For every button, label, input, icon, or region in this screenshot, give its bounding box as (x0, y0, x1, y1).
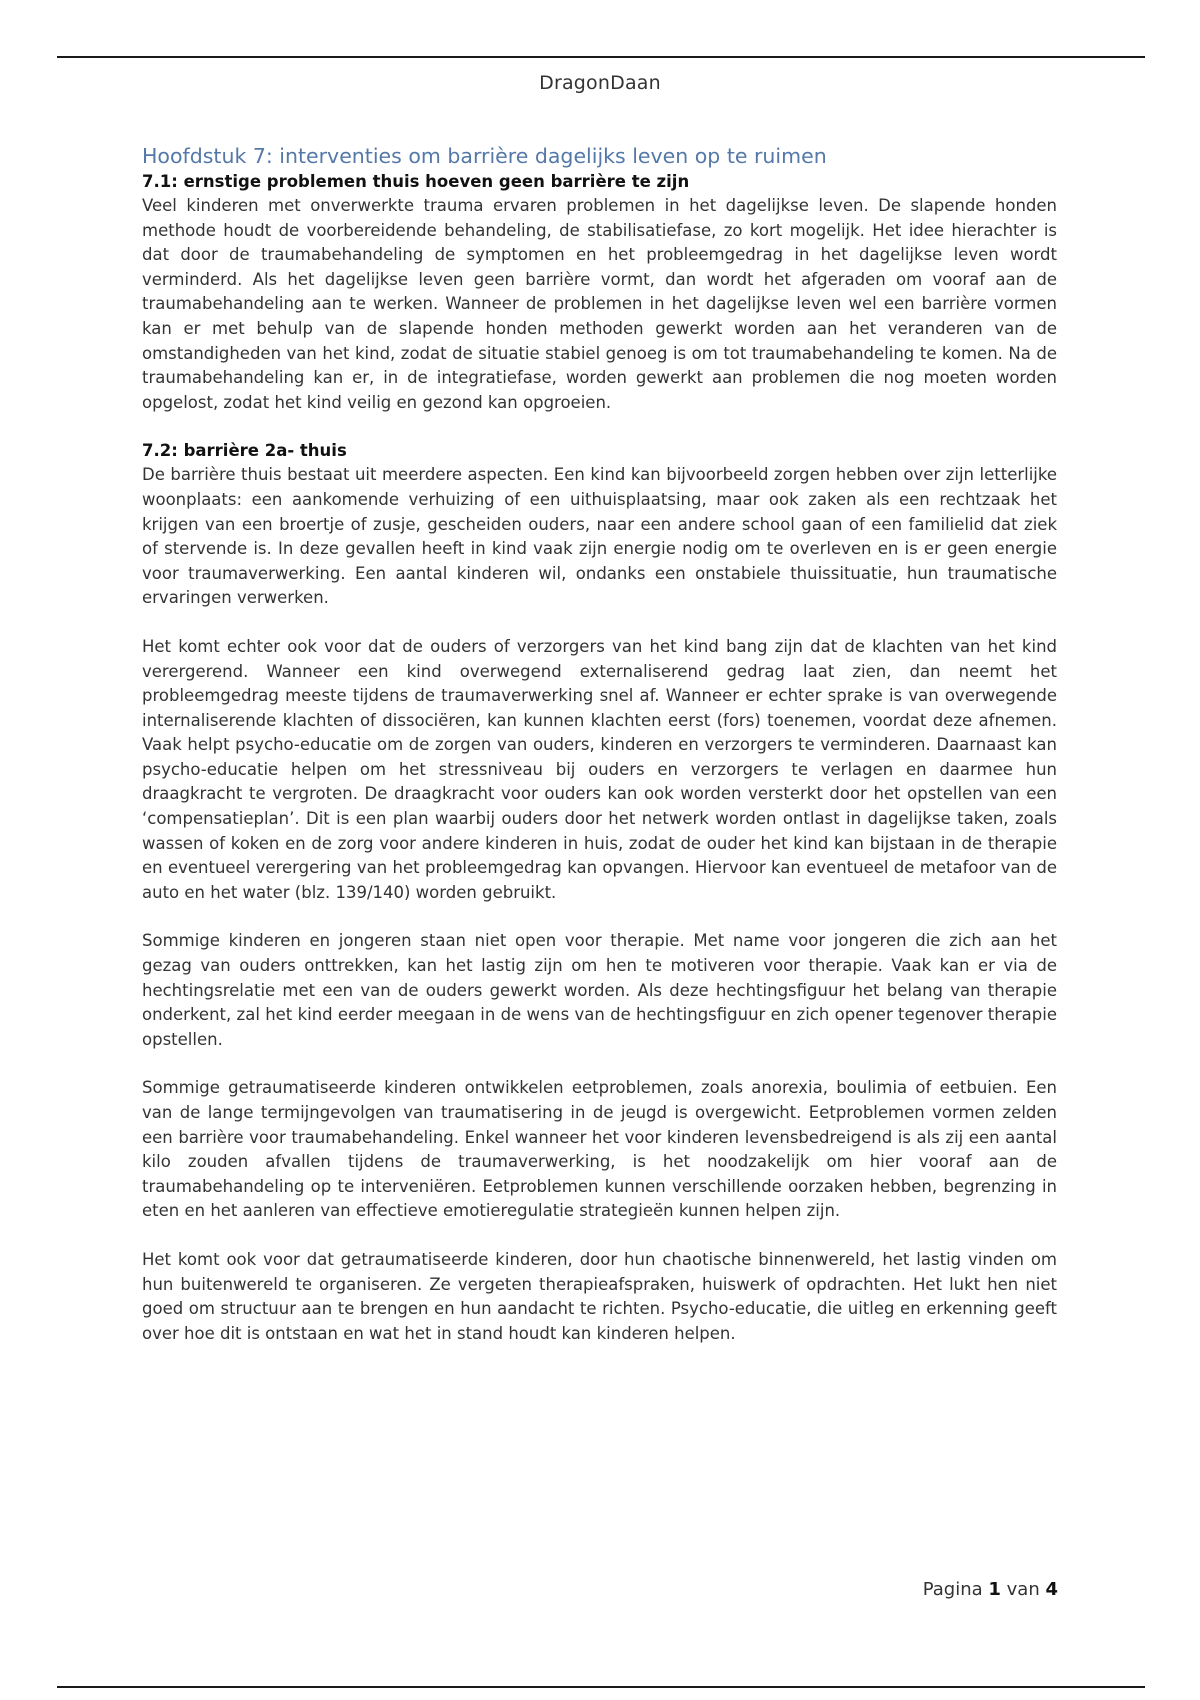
paragraph: Sommige kinderen en jongeren staan niet open voor therapie. Met name voor jongeren die zich aan het gezag van ouders onttrekken, kan het lastig zijn om hen te motiveren voor therapie. Vaak kan er via de hechtingsrelatie met een van de ouders gewerkt worden. Als deze hechtingsfiguur het belang van therapie onderkent, zal het kind eerder meegaan in de wens van de hechtingsfiguur en zich opener tegenover therapie opstellen. (142, 931, 1057, 1049)
page-footer (923, 1579, 1058, 1600)
chapter-title: Hoofdstuk 7: interventies om barrière dagelijks leven op te ruimen (142, 144, 827, 168)
header-author: DragonDaan (539, 72, 661, 94)
header-rule (57, 56, 1145, 58)
section-7-1 (142, 170, 1057, 415)
page-total: 4 (1045, 1579, 1058, 1600)
paragraph: Het komt ook voor dat getraumatiseerde kinderen, door hun chaotische binnenwereld, het lastig vinden om hun buitenwereld te organiseren. Ze vergeten therapieafspraken, huiswerk of opdrachten. Het lukt hen niet goed om structuur aan te brengen en hun aandacht te richten. Psycho-educatie, die uitleg en erkenning geeft over hoe dit is ontstaan en wat het in stand houdt kan kinderen helpen. (142, 1249, 1057, 1343)
page-number: 1 (988, 1579, 1001, 1600)
paragraph: De barrière thuis bestaat uit meerdere aspecten. Een kind kan bijvoorbeeld zorgen hebben over zijn letterlijke woonplaats: een aankomende verhuizing of een uithuisplaatsing, maar ook zaken als een rechtzaak het krijgen van een broertje of zusje, gescheiden ouders, naar een andere school gaan of een familielid dat ziek of stervende is. In deze gevallen heeft in kind vaak zijn energie nodig om te overleven en is er geen energie voor traumaverwerking. Een aantal kinderen wil, ondanks een onstabiele thuissituatie, hun traumatische ervaringen verwerken. (142, 465, 1057, 608)
paragraph: Veel kinderen met onverwerkte trauma ervaren problemen in het dagelijkse leven. De slapende honden methode houdt de voorbereidende behandeling, de stabilisatiefase, zo kort mogelijk. Het idee hierachter is dat door de traumabehandeling de symptomen en het probleemgedrag in het dagelijkse leven wordt verminderd. Als het dagelijkse leven geen barrière vormt, dan wordt het afgeraden om vooraf aan de traumabehandeling aan te werken. Wanneer de problemen in het dagelijkse leven wel een barrière vormen kan er met behulp van de slapende honden methoden gewerkt worden aan het veranderen van de omstandigheden van het kind, zodat de situatie stabiel genoeg is om tot traumabehandeling te komen. Na de traumabehandeling kan er, in de integratiefase, worden gewerkt aan problemen die nog moeten worden opgelost, zodat het kind veilig en gezond kan opgroeien. (142, 196, 1057, 412)
paragraph: Het komt echter ook voor dat de ouders of verzorgers van het kind bang zijn dat de klachten van het kind verergerend. Wanneer een kind overwegend externaliserend gedrag laat zien, dan neemt het probleemgedrag meeste tijdens de traumaverwerking snel af. Wanneer er echter sprake is van overwegende internaliserende klachten of dissociëren, kan kunnen klachten eerst (fors) toenemen, voordat deze afnemen. Vaak helpt psycho-educatie om de zorgen van ouders, kinderen en verzorgers te verminderen. Daarnaast kan psycho-educatie helpen om het stressniveau bij ouders en verzorgers te verlagen en daarmee hun draagkracht te vergroten. De draagkracht voor ouders kan ook worden versterkt door het opstellen van een ‘compensatieplan’. Dit is een plan waarbij ouders door het netwerk worden ontlast in dagelijkse taken, zoals wassen of koken en de zorg voor andere kinderen in huis, zodat de ouder het kind kan bijstaan in de therapie en eventueel verergering van het probleemgedrag kan opvangen. Hiervoor kan eventueel de metafoor van de auto en het water (blz. 139/140) worden gebruikt. (142, 636, 1057, 902)
section-title: 7.1: ernstige problemen thuis hoeven geen barrière te zijn (142, 172, 690, 191)
document-body (142, 142, 1057, 1346)
section-7-2 (142, 439, 1057, 1346)
footer-rule (57, 1686, 1145, 1688)
section-title: 7.2: barrière 2a- thuis (142, 441, 347, 461)
paragraph: Sommige getraumatiseerde kinderen ontwikkelen eetproblemen, zoals anorexia, boulimia of eetbuien. Een van de lange termijngevolgen van traumatisering in de jeugd is overgewicht. Eetproblemen vormen zelden een barrière voor traumabehandeling. Enkel wanneer het voor kinderen levensbedreigend is als zij een aantal kilo zouden afvallen tijdens de traumaverwerking, is het noodzakelijk om hier vooraf aan de traumabehandeling op te interveniëren. Eetproblemen kunnen verschillende oorzaken hebben, begrenzing in eten en het aanleren van effectieve emotieregulatie strategieën kunnen helpen zijn. (142, 1078, 1057, 1221)
page-label: Pagina (922, 1579, 983, 1600)
of-label: van (1006, 1579, 1040, 1600)
